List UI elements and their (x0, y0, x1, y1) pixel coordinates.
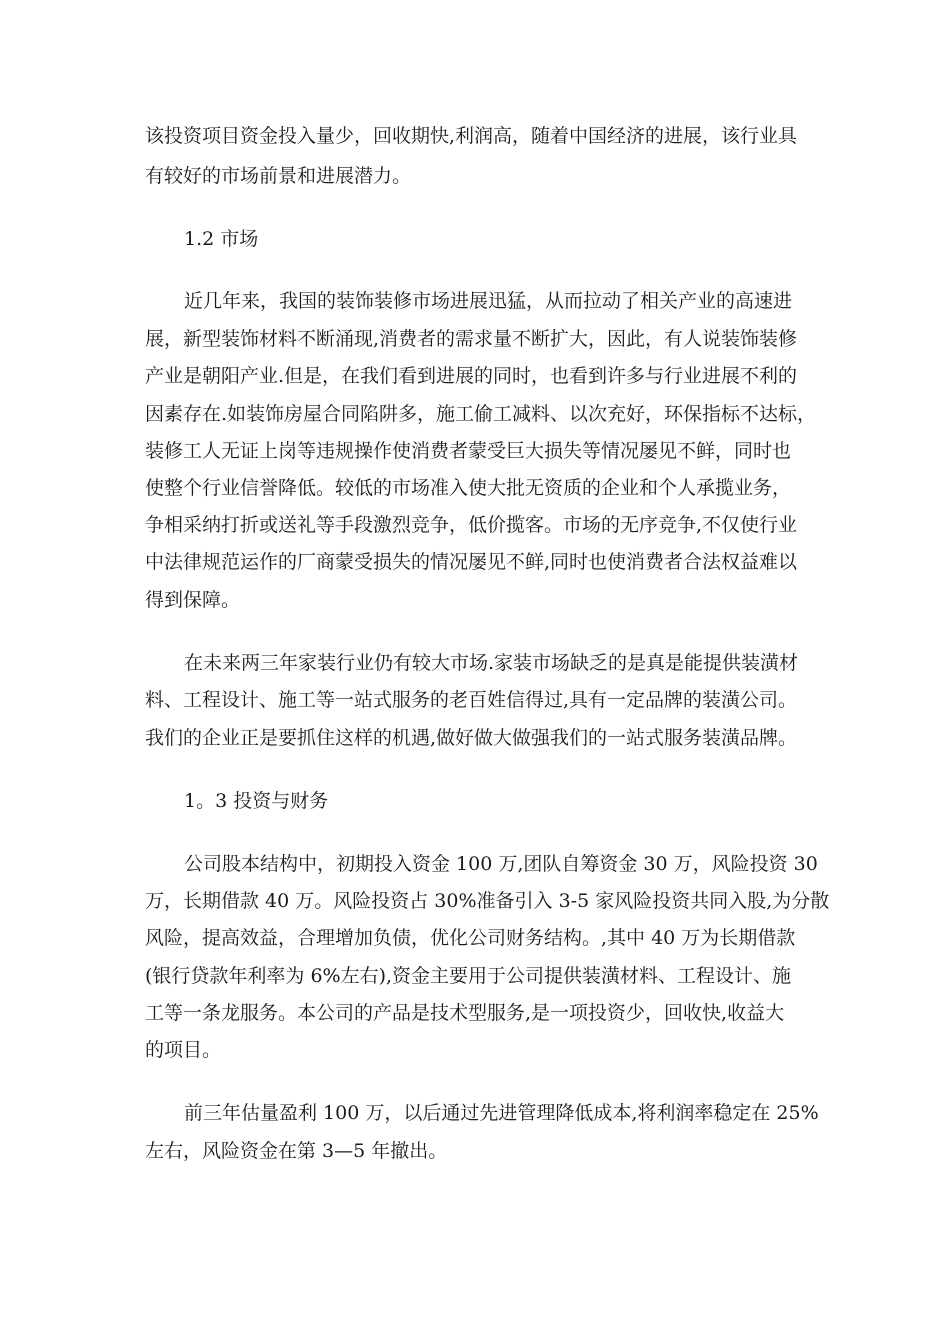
section-heading-investment-finance: 1。3 投资与财务 (184, 790, 329, 812)
paragraph-line: 争相采纳打折或送礼等手段激烈竞争，低价揽客。市场的无序竞争,不仅使行业 (145, 514, 798, 536)
paragraph-line: 该投资项目资金投入量少，回收期快,利润高，随着中国经济的进展，该行业具 (145, 125, 798, 147)
paragraph-line: 前三年估量盈利 100 万，以后通过先进管理降低成本,将利润率稳定在 25% (184, 1102, 819, 1124)
paragraph-line: 的项目。 (145, 1039, 222, 1061)
paragraph-line: 装修工人无证上岗等违规操作使消费者蒙受巨大损失等情况屡见不鲜，同时也 (145, 440, 792, 462)
section-heading-market: 1.2 市场 (184, 228, 259, 250)
paragraph-line: 有较好的市场前景和进展潜力。 (145, 165, 412, 187)
paragraph-line: 中法律规范运作的厂商蒙受损失的情况屡见不鲜,同时也使消费者合法权益难以 (145, 551, 798, 573)
paragraph-line: 产业是朝阳产业.但是，在我们看到进展的同时，也看到许多与行业进展不利的 (145, 365, 798, 387)
paragraph-line: 风险，提高效益，合理增加负债，优化公司财务结构。,其中 40 万为长期借款 (145, 927, 796, 949)
paragraph-line: 我们的企业正是要抓住这样的机遇,做好做大做强我们的一站式服务装潢品牌。 (145, 727, 798, 749)
paragraph-line: 得到保障。 (145, 589, 241, 611)
paragraph-line: 在未来两三年家装行业仍有较大市场.家装市场缺乏的是真是能提供装潢材 (184, 652, 799, 674)
paragraph-line: 公司股本结构中，初期投入资金 100 万,团队自筹资金 30 万，风险投资 30 (184, 853, 818, 875)
paragraph-line: (银行贷款年利率为 6%左右),资金主要用于公司提供装潢材料、工程设计、施 (145, 965, 792, 987)
paragraph-line: 左右，风险资金在第 3—5 年撤出。 (145, 1140, 448, 1162)
paragraph-line: 料、工程设计、施工等一站式服务的老百姓信得过,具有一定品牌的装潢公司。 (145, 689, 798, 711)
paragraph-line: 使整个行业信誉降低。较低的市场准入使大批无资质的企业和个人承揽业务， (145, 477, 792, 499)
paragraph-line: 近几年来，我国的装饰装修市场进展迅猛，从而拉动了相关产业的高速进 (184, 290, 793, 312)
paragraph-line: 因素存在.如装饰房屋合同陷阱多，施工偷工减料、以次充好，环保指标不达标， (145, 403, 817, 425)
paragraph-line: 展，新型装饰材料不断涌现,消费者的需求量不断扩大，因此，有人说装饰装修 (145, 328, 798, 350)
paragraph-line: 工等一条龙服务。本公司的产品是技术型服务,是一项投资少，回收快,收益大 (145, 1002, 785, 1024)
paragraph-line: 万，长期借款 40 万。风险投资占 30%准备引入 3-5 家风险投资共同入股,为分散 (145, 890, 830, 912)
